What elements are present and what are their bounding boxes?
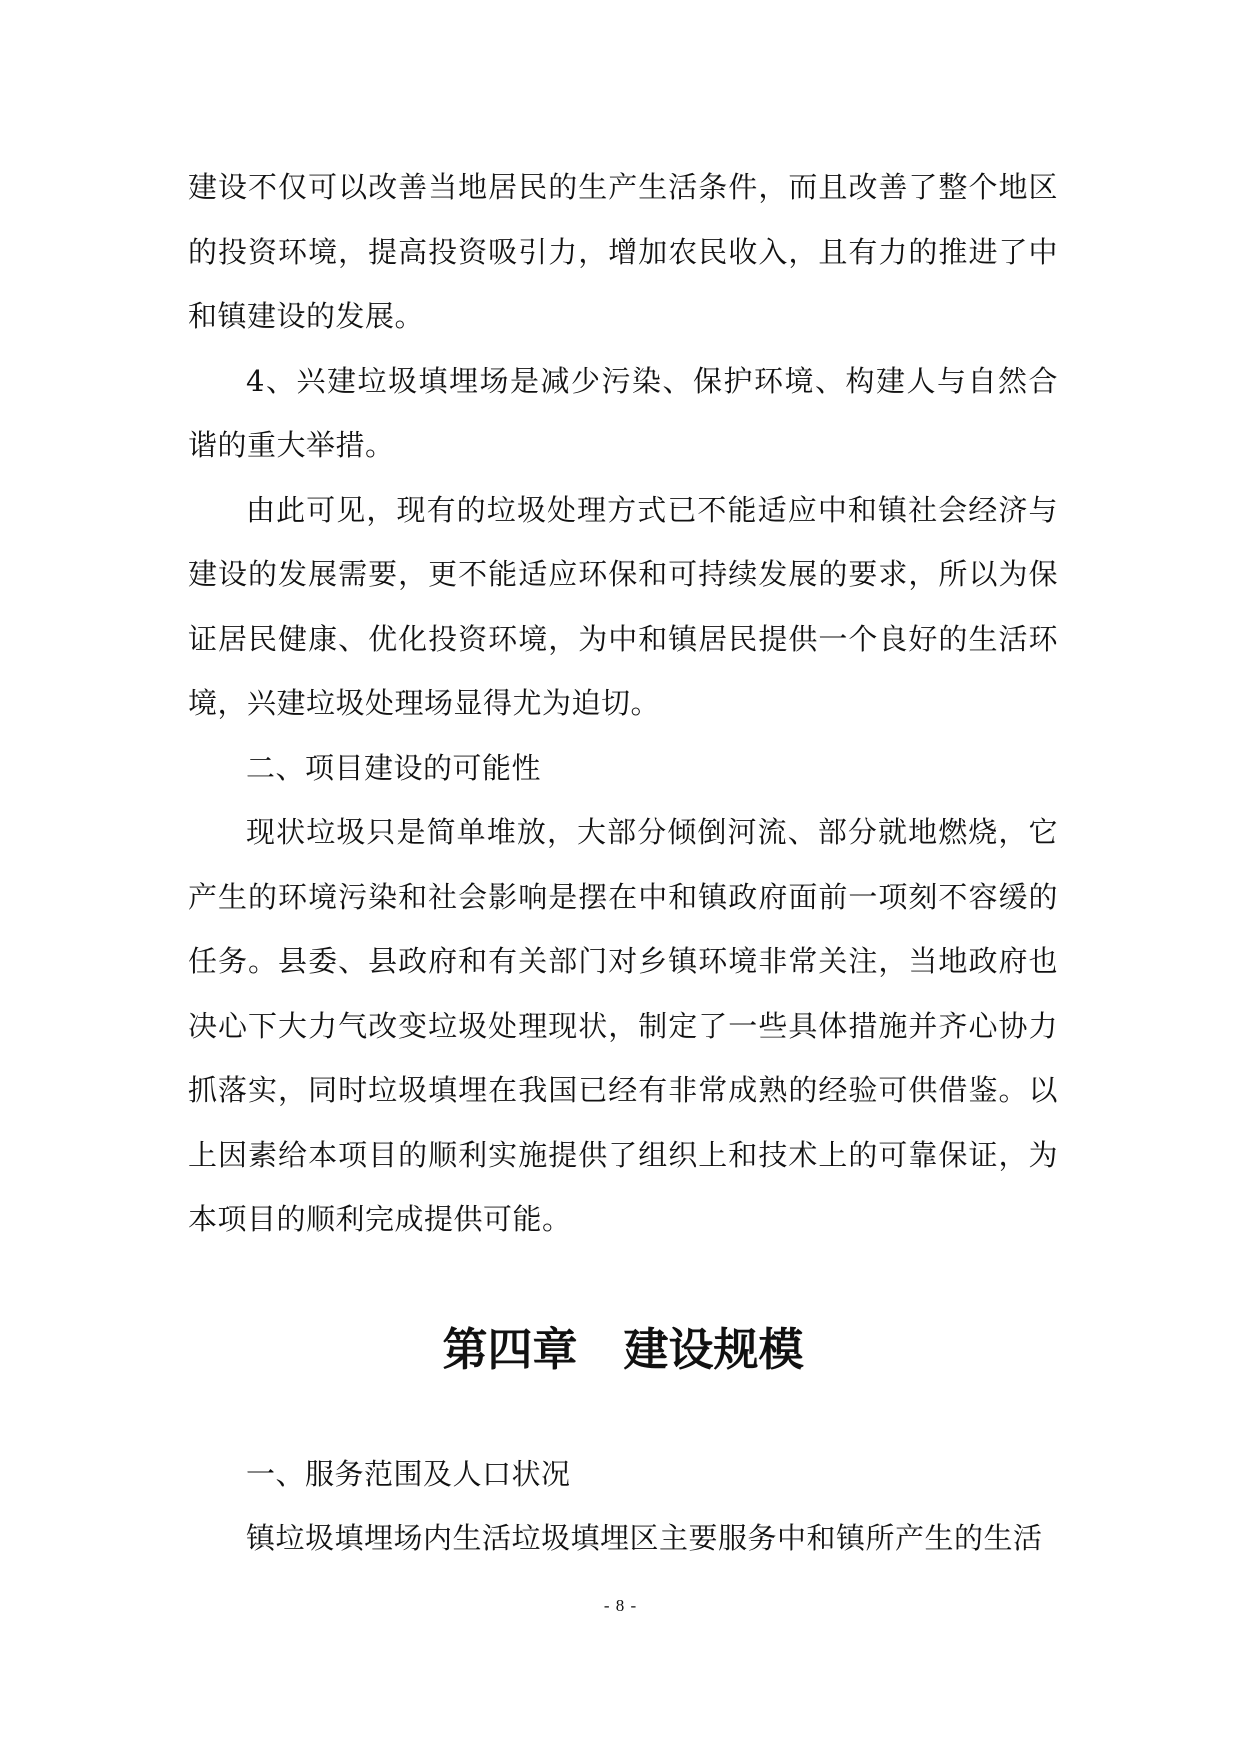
paragraph-feasibility: 现状垃圾只是简单堆放，大部分倾倒河流、部分就地燃烧，它产生的环境污染和社会影响是摆在中和镇政府面前一项刻不容缓的任务。县委、县政府和有关部门对乡镇环境非常关注，当地政府也决心下大力气改变垃圾处理现状，制定了一些具体措施并齐心协力抓落实，同时垃圾填埋在我国已经有非常成熟的经验可供借鉴。以上因素给本项目的顺利实施提供了组织上和技术上的可靠保证，为本项目的顺利完成提供可能。: [188, 815, 1058, 1236]
section-heading-feasibility: 二、项目建设的可能性: [246, 750, 542, 785]
paragraph-continued: 建设不仅可以改善当地居民的生产生活条件，而且改善了整个地区的投资环境，提高投资吸引力，增加农民收入，且有力的推进了中和镇建设的发展。: [188, 170, 1058, 333]
chapter-title: [188, 1310, 1058, 1390]
section-heading-service-area: 一、服务范围及人口状况: [246, 1456, 571, 1491]
page-number: - 8 -: [603, 1596, 638, 1615]
paragraph-item-4: 4、兴建垃圾填埋场是减少污染、保护环境、构建人与自然合谐的重大举措。: [188, 363, 1058, 462]
paragraph-conclusion: 由此可见，现有的垃圾处理方式已不能适应中和镇社会经济与建设的发展需要，更不能适应环保和可持续发展的要求，所以为保证居民健康、优化投资环境，为中和镇居民提供一个良好的生活环境，兴建垃圾处理场显得尤为迫切。: [188, 492, 1058, 720]
page-content: [188, 155, 1058, 1571]
paragraph-service-area: 镇垃圾填埋场内生活垃圾填埋区主要服务中和镇所产生的生活: [246, 1521, 1043, 1555]
chapter-name: 建设规模: [623, 1322, 804, 1376]
chapter-number: 第四章: [442, 1322, 578, 1376]
